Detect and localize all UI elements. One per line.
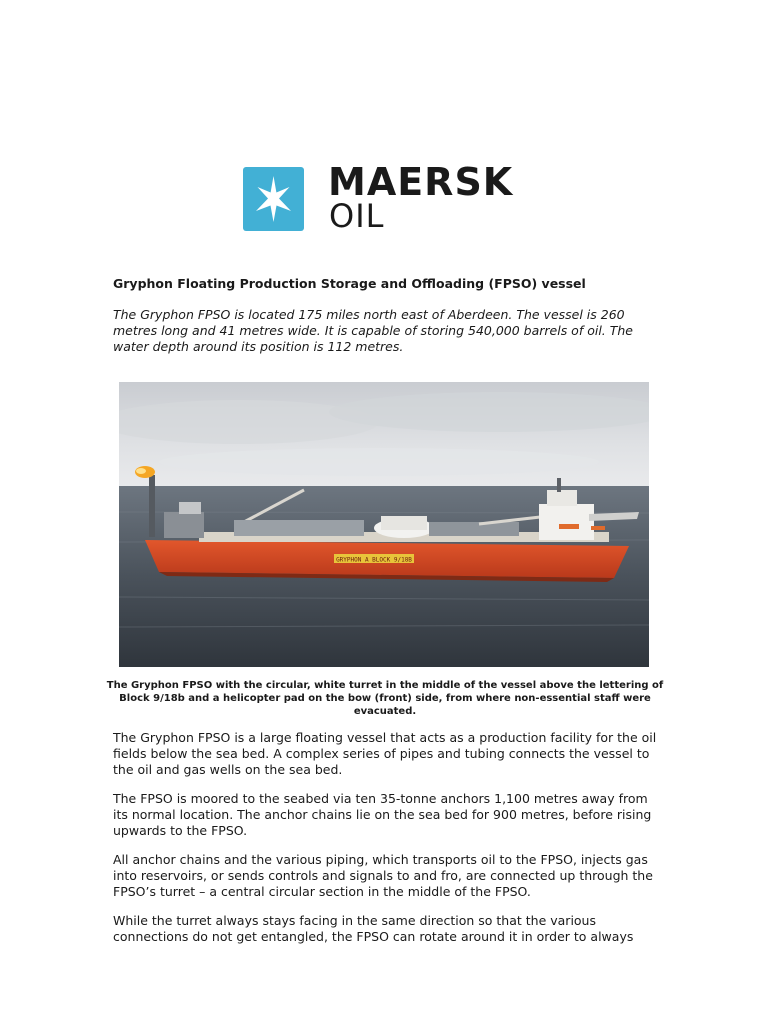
body-paragraph-2: The FPSO is moored to the seabed via ten 35-tonne anchors 1,100 metres away from its normal location. The anchor chains lie on the sea bed for 900 metres, before rising upwards to the FPSO. [113,791,652,838]
body-paragraph-3: All anchor chains and the various piping, which transports oil to the FPSO, injects gas into reservoirs, or sends controls and signals to and fro, are connected up through the FPSO’s turret – a central circular section in the middle of the FPSO. [113,852,653,899]
logo-wordmark-maersk: MAERSK [328,160,514,204]
fpso-vessel-photo [119,382,649,667]
body-paragraph-1: The Gryphon FPSO is a large floating vessel that acts as a production facility for the oil fields below the sea bed. A complex series of pipes and tubing connects the vessel to the oil and gas wells on the sea bed. [113,730,657,777]
maersk-star-icon [243,167,304,231]
logo-wordmark-oil: OIL [329,197,385,235]
maersk-oil-logo [243,160,533,235]
body-paragraph-4: While the turret always stays facing in the same direction so that the various connections do not get entangled, the FPSO can rotate around it in order to always [113,913,634,944]
document-title: Gryphon Floating Production Storage and Offloading (FPSO) vessel [113,276,586,291]
hull-lettering: GRYPHON A BLOCK 9/18B [336,556,412,564]
intro-paragraph: The Gryphon FPSO is located 175 miles north east of Aberdeen. The vessel is 260 metres long and 41 metres wide. It is capable of storing 540,000 barrels of oil. The water depth around its position is 112 metres. [113,307,633,354]
photo-caption: The Gryphon FPSO with the circular, white turret in the middle of the vessel above the lettering of Block 9/18b and a helicopter pad on the bow (front) side, from where non-essential staff were evacuated. [106,680,664,717]
